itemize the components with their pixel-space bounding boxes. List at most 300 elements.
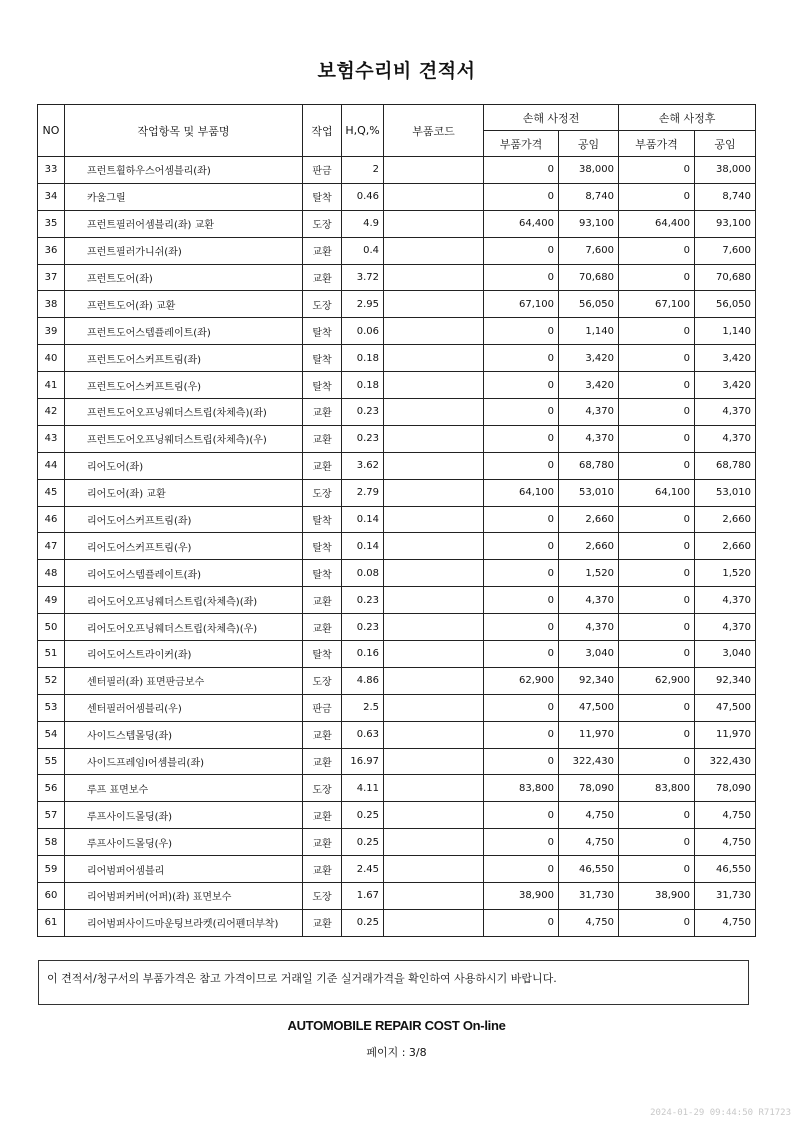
row-no: 44 (38, 452, 65, 479)
row-part-code (384, 318, 484, 345)
row-hq: 4.86 (342, 667, 384, 694)
table-row (38, 210, 756, 237)
row-part-code (384, 748, 484, 775)
row-hq: 0.14 (342, 506, 384, 533)
row-before-labor: 3,040 (559, 641, 619, 668)
row-after-labor: 70,680 (695, 264, 756, 291)
row-after-part-price: 0 (619, 909, 695, 936)
row-part-code (384, 399, 484, 426)
row-after-labor: 47,500 (695, 694, 756, 721)
row-after-labor: 3,040 (695, 641, 756, 668)
row-item-name: 리어범퍼어셈블리 (65, 856, 303, 883)
row-hq: 1.67 (342, 883, 384, 910)
table-row (38, 856, 756, 883)
row-after-part-price: 0 (619, 721, 695, 748)
row-hq: 0.4 (342, 237, 384, 264)
row-after-labor: 4,750 (695, 829, 756, 856)
row-work-type: 판금 (303, 157, 342, 184)
row-work-type: 교환 (303, 748, 342, 775)
row-part-code (384, 909, 484, 936)
header-item: 작업항목 및 부품명 (65, 105, 303, 157)
row-before-part-price: 64,400 (484, 210, 559, 237)
row-after-labor: 2,660 (695, 506, 756, 533)
row-before-part-price: 0 (484, 587, 559, 614)
row-work-type: 교환 (303, 587, 342, 614)
row-after-part-price: 0 (619, 372, 695, 399)
row-work-type: 탈착 (303, 506, 342, 533)
row-hq: 0.18 (342, 345, 384, 372)
row-after-labor: 56,050 (695, 291, 756, 318)
row-item-name: 리어도어스커프트림(우) (65, 533, 303, 560)
table-row (38, 399, 756, 426)
row-hq: 0.06 (342, 318, 384, 345)
row-part-code (384, 506, 484, 533)
row-before-labor: 78,090 (559, 775, 619, 802)
row-no: 37 (38, 264, 65, 291)
row-part-code (384, 291, 484, 318)
row-part-code (384, 721, 484, 748)
row-work-type: 도장 (303, 479, 342, 506)
row-before-labor: 2,660 (559, 533, 619, 560)
row-part-code (384, 560, 484, 587)
row-before-part-price: 0 (484, 614, 559, 641)
row-part-code (384, 372, 484, 399)
row-no: 36 (38, 237, 65, 264)
table-row (38, 479, 756, 506)
row-before-labor: 7,600 (559, 237, 619, 264)
row-before-labor: 2,660 (559, 506, 619, 533)
row-item-name: 리어도어오프닝웨더스트립(차체측)(좌) (65, 587, 303, 614)
row-part-code (384, 694, 484, 721)
row-before-part-price: 0 (484, 856, 559, 883)
row-item-name: 루프 표면보수 (65, 775, 303, 802)
row-before-labor: 1,520 (559, 560, 619, 587)
row-after-part-price: 0 (619, 533, 695, 560)
row-hq: 0.25 (342, 909, 384, 936)
row-part-code (384, 587, 484, 614)
table-row (38, 748, 756, 775)
row-hq: 0.08 (342, 560, 384, 587)
row-item-name: 프런트도어스커프트림(좌) (65, 345, 303, 372)
row-after-labor: 93,100 (695, 210, 756, 237)
row-no: 33 (38, 157, 65, 184)
row-hq: 0.23 (342, 614, 384, 641)
row-before-labor: 4,750 (559, 829, 619, 856)
row-after-part-price: 0 (619, 157, 695, 184)
row-after-labor: 4,370 (695, 425, 756, 452)
row-after-part-price: 0 (619, 345, 695, 372)
row-no: 53 (38, 694, 65, 721)
row-hq: 3.62 (342, 452, 384, 479)
row-work-type: 도장 (303, 210, 342, 237)
row-no: 42 (38, 399, 65, 426)
row-before-part-price: 0 (484, 372, 559, 399)
row-part-code (384, 667, 484, 694)
row-item-name: 프런트도어(좌) (65, 264, 303, 291)
table-row (38, 452, 756, 479)
row-item-name: 리어범퍼커버(어퍼)(좌) 표면보수 (65, 883, 303, 910)
row-part-code (384, 157, 484, 184)
row-before-labor: 68,780 (559, 452, 619, 479)
row-hq: 0.63 (342, 721, 384, 748)
row-after-labor: 8,740 (695, 183, 756, 210)
row-before-labor: 47,500 (559, 694, 619, 721)
row-work-type: 탈착 (303, 345, 342, 372)
row-before-labor: 4,370 (559, 425, 619, 452)
row-work-type: 탈착 (303, 533, 342, 560)
row-item-name: 리어도어스커프트림(좌) (65, 506, 303, 533)
row-before-labor: 92,340 (559, 667, 619, 694)
row-work-type: 교환 (303, 452, 342, 479)
row-hq: 4.11 (342, 775, 384, 802)
row-before-part-price: 0 (484, 506, 559, 533)
row-item-name: 프런트도어오프닝웨더스트립(차체측)(좌) (65, 399, 303, 426)
row-before-labor: 70,680 (559, 264, 619, 291)
row-no: 40 (38, 345, 65, 372)
row-part-code (384, 883, 484, 910)
row-hq: 0.25 (342, 829, 384, 856)
row-before-part-price: 83,800 (484, 775, 559, 802)
header-no: NO (38, 105, 65, 157)
row-after-labor: 3,420 (695, 345, 756, 372)
row-work-type: 교환 (303, 909, 342, 936)
row-part-code (384, 479, 484, 506)
row-after-part-price: 64,100 (619, 479, 695, 506)
header-part-code: 부품코드 (384, 105, 484, 157)
row-after-part-price: 0 (619, 614, 695, 641)
row-before-labor: 31,730 (559, 883, 619, 910)
row-after-part-price: 0 (619, 802, 695, 829)
row-part-code (384, 183, 484, 210)
row-no: 57 (38, 802, 65, 829)
row-before-labor: 3,420 (559, 372, 619, 399)
row-part-code (384, 345, 484, 372)
row-work-type: 도장 (303, 775, 342, 802)
row-after-part-price: 67,100 (619, 291, 695, 318)
row-before-part-price: 0 (484, 264, 559, 291)
row-before-part-price: 0 (484, 909, 559, 936)
row-after-labor: 4,750 (695, 909, 756, 936)
row-part-code (384, 533, 484, 560)
row-after-part-price: 0 (619, 641, 695, 668)
row-item-name: 카울그릴 (65, 183, 303, 210)
row-no: 45 (38, 479, 65, 506)
row-after-part-price: 64,400 (619, 210, 695, 237)
row-after-part-price: 0 (619, 183, 695, 210)
row-after-part-price: 0 (619, 694, 695, 721)
table-row (38, 587, 756, 614)
row-before-labor: 38,000 (559, 157, 619, 184)
row-before-labor: 4,750 (559, 909, 619, 936)
row-after-part-price: 0 (619, 856, 695, 883)
row-after-labor: 78,090 (695, 775, 756, 802)
row-before-part-price: 0 (484, 345, 559, 372)
row-item-name: 프런트도어스텝플레이트(좌) (65, 318, 303, 345)
row-after-part-price: 0 (619, 452, 695, 479)
row-before-part-price: 0 (484, 183, 559, 210)
row-after-part-price: 0 (619, 587, 695, 614)
row-hq: 0.14 (342, 533, 384, 560)
table-row (38, 183, 756, 210)
row-hq: 0.25 (342, 802, 384, 829)
row-before-labor: 11,970 (559, 721, 619, 748)
row-no: 54 (38, 721, 65, 748)
row-part-code (384, 641, 484, 668)
table-row (38, 264, 756, 291)
row-no: 51 (38, 641, 65, 668)
row-after-labor: 4,370 (695, 399, 756, 426)
row-before-labor: 322,430 (559, 748, 619, 775)
row-before-labor: 4,370 (559, 614, 619, 641)
header-after-part-price: 부품가격 (619, 131, 695, 157)
row-hq: 2 (342, 157, 384, 184)
header-work: 작업 (303, 105, 342, 157)
row-work-type: 교환 (303, 856, 342, 883)
row-after-labor: 46,550 (695, 856, 756, 883)
row-no: 47 (38, 533, 65, 560)
row-after-labor: 1,140 (695, 318, 756, 345)
row-no: 46 (38, 506, 65, 533)
row-no: 43 (38, 425, 65, 452)
row-no: 50 (38, 614, 65, 641)
row-after-labor: 4,370 (695, 587, 756, 614)
row-no: 56 (38, 775, 65, 802)
row-hq: 0.16 (342, 641, 384, 668)
row-before-part-price: 0 (484, 318, 559, 345)
row-before-part-price: 0 (484, 157, 559, 184)
row-no: 38 (38, 291, 65, 318)
row-before-part-price: 0 (484, 452, 559, 479)
row-hq: 4.9 (342, 210, 384, 237)
table-row (38, 721, 756, 748)
document-title: 보험수리비 견적서 (317, 60, 476, 82)
row-after-labor: 322,430 (695, 748, 756, 775)
table-row (38, 237, 756, 264)
row-after-labor: 4,750 (695, 802, 756, 829)
row-hq: 0.18 (342, 372, 384, 399)
row-after-part-price: 0 (619, 560, 695, 587)
row-item-name: 센터필러(좌) 표면판금보수 (65, 667, 303, 694)
row-item-name: 프런트도어스커프트림(우) (65, 372, 303, 399)
row-item-name: 프런트필러가니쉬(좌) (65, 237, 303, 264)
row-after-part-price: 62,900 (619, 667, 695, 694)
row-after-part-price: 0 (619, 399, 695, 426)
row-part-code (384, 264, 484, 291)
row-hq: 0.23 (342, 425, 384, 452)
row-part-code (384, 829, 484, 856)
table-row (38, 829, 756, 856)
row-after-labor: 92,340 (695, 667, 756, 694)
row-after-labor: 1,520 (695, 560, 756, 587)
row-before-part-price: 0 (484, 694, 559, 721)
table-row (38, 318, 756, 345)
table-row (38, 694, 756, 721)
table-row (38, 345, 756, 372)
row-work-type: 탈착 (303, 318, 342, 345)
row-part-code (384, 775, 484, 802)
table-row (38, 372, 756, 399)
header-after-labor: 공임 (695, 131, 756, 157)
header-before-adjustment: 손해 사정전 (484, 105, 619, 131)
row-before-labor: 53,010 (559, 479, 619, 506)
row-work-type: 도장 (303, 291, 342, 318)
row-after-labor: 3,420 (695, 372, 756, 399)
row-after-part-price: 0 (619, 425, 695, 452)
row-no: 48 (38, 560, 65, 587)
header-before-labor: 공임 (559, 131, 619, 157)
row-no: 61 (38, 909, 65, 936)
row-work-type: 탈착 (303, 641, 342, 668)
row-before-part-price: 62,900 (484, 667, 559, 694)
row-before-part-price: 0 (484, 641, 559, 668)
row-after-part-price: 0 (619, 237, 695, 264)
row-part-code (384, 425, 484, 452)
row-hq: 3.72 (342, 264, 384, 291)
row-before-labor: 3,420 (559, 345, 619, 372)
row-item-name: 리어도어오프닝웨더스트립(차체측)(우) (65, 614, 303, 641)
row-no: 58 (38, 829, 65, 856)
row-no: 52 (38, 667, 65, 694)
row-part-code (384, 452, 484, 479)
header-after-adjustment: 손해 사정후 (619, 105, 756, 131)
table-row (38, 291, 756, 318)
row-work-type: 교환 (303, 399, 342, 426)
row-hq: 16.97 (342, 748, 384, 775)
row-no: 35 (38, 210, 65, 237)
row-item-name: 프런트필러어셈블리(좌) 교환 (65, 210, 303, 237)
table-row (38, 909, 756, 936)
table-row (38, 157, 756, 184)
row-before-part-price: 0 (484, 237, 559, 264)
row-part-code (384, 210, 484, 237)
row-before-part-price: 0 (484, 829, 559, 856)
row-work-type: 교환 (303, 237, 342, 264)
row-item-name: 사이드스텝몰딩(좌) (65, 721, 303, 748)
row-before-labor: 8,740 (559, 183, 619, 210)
row-before-labor: 1,140 (559, 318, 619, 345)
row-before-part-price: 64,100 (484, 479, 559, 506)
notice-box (38, 960, 749, 1005)
row-before-part-price: 0 (484, 399, 559, 426)
row-after-labor: 2,660 (695, 533, 756, 560)
row-before-part-price: 0 (484, 533, 559, 560)
row-after-part-price: 0 (619, 506, 695, 533)
row-after-labor: 68,780 (695, 452, 756, 479)
row-before-labor: 4,370 (559, 399, 619, 426)
row-before-part-price: 38,900 (484, 883, 559, 910)
estimate-table (37, 104, 756, 937)
row-no: 59 (38, 856, 65, 883)
row-item-name: 센터필러어셈블리(우) (65, 694, 303, 721)
row-hq: 2.45 (342, 856, 384, 883)
row-after-part-price: 0 (619, 829, 695, 856)
table-row (38, 614, 756, 641)
row-work-type: 도장 (303, 883, 342, 910)
table-row (38, 560, 756, 587)
row-hq: 2.5 (342, 694, 384, 721)
row-work-type: 교환 (303, 614, 342, 641)
row-before-part-price: 67,100 (484, 291, 559, 318)
table-row (38, 425, 756, 452)
row-part-code (384, 614, 484, 641)
row-work-type: 교환 (303, 802, 342, 829)
row-before-part-price: 0 (484, 748, 559, 775)
row-no: 41 (38, 372, 65, 399)
row-before-part-price: 0 (484, 802, 559, 829)
row-work-type: 도장 (303, 667, 342, 694)
row-after-part-price: 83,800 (619, 775, 695, 802)
table-row (38, 506, 756, 533)
row-after-part-price: 38,900 (619, 883, 695, 910)
table-row (38, 667, 756, 694)
row-before-labor: 93,100 (559, 210, 619, 237)
row-hq: 2.95 (342, 291, 384, 318)
row-work-type: 탈착 (303, 560, 342, 587)
row-before-part-price: 0 (484, 425, 559, 452)
row-item-name: 리어도어(좌) 교환 (65, 479, 303, 506)
row-hq: 0.23 (342, 399, 384, 426)
table-row (38, 533, 756, 560)
row-part-code (384, 237, 484, 264)
row-item-name: 프런트도어(좌) 교환 (65, 291, 303, 318)
row-before-part-price: 0 (484, 721, 559, 748)
row-item-name: 리어도어스텝플레이트(좌) (65, 560, 303, 587)
row-work-type: 교환 (303, 721, 342, 748)
row-after-labor: 7,600 (695, 237, 756, 264)
row-after-labor: 4,370 (695, 614, 756, 641)
row-no: 49 (38, 587, 65, 614)
row-before-labor: 46,550 (559, 856, 619, 883)
notice-text: 이 견적서/청구서의 부품가격은 참고 가격이므로 거래일 기준 실거래가격을 확인하여 사용하시기 바랍니다. (47, 972, 557, 985)
table-row (38, 883, 756, 910)
row-no: 39 (38, 318, 65, 345)
row-after-part-price: 0 (619, 318, 695, 345)
row-work-type: 교환 (303, 264, 342, 291)
row-before-part-price: 0 (484, 560, 559, 587)
row-part-code (384, 856, 484, 883)
row-after-part-price: 0 (619, 748, 695, 775)
row-item-name: 프런트도어오프닝웨더스트립(차체측)(우) (65, 425, 303, 452)
row-item-name: 리어도어스트라이커(좌) (65, 641, 303, 668)
row-before-labor: 4,370 (559, 587, 619, 614)
row-after-labor: 11,970 (695, 721, 756, 748)
row-hq: 2.79 (342, 479, 384, 506)
row-no: 34 (38, 183, 65, 210)
row-after-labor: 38,000 (695, 157, 756, 184)
row-item-name: 리어도어(좌) (65, 452, 303, 479)
row-work-type: 탈착 (303, 372, 342, 399)
row-item-name: 리어범퍼사이드마운팅브라켓(리어펜더부착) (65, 909, 303, 936)
row-after-labor: 53,010 (695, 479, 756, 506)
print-timestamp: 2024-01-29 09:44:50 R71723 (650, 1108, 791, 1118)
row-item-name: 루프사이드몰딩(좌) (65, 802, 303, 829)
row-before-labor: 56,050 (559, 291, 619, 318)
row-item-name: 프런트휠하우스어셈블리(좌) (65, 157, 303, 184)
row-before-labor: 4,750 (559, 802, 619, 829)
row-work-type: 교환 (303, 425, 342, 452)
header-before-part-price: 부품가격 (484, 131, 559, 157)
row-after-labor: 31,730 (695, 883, 756, 910)
row-hq: 0.46 (342, 183, 384, 210)
row-hq: 0.23 (342, 587, 384, 614)
table-row (38, 802, 756, 829)
row-item-name: 사이드프레임I어셈블리(좌) (65, 748, 303, 775)
row-work-type: 탈착 (303, 183, 342, 210)
header-hq: H,Q,% (342, 105, 384, 157)
row-no: 55 (38, 748, 65, 775)
row-work-type: 교환 (303, 829, 342, 856)
table-row (38, 775, 756, 802)
